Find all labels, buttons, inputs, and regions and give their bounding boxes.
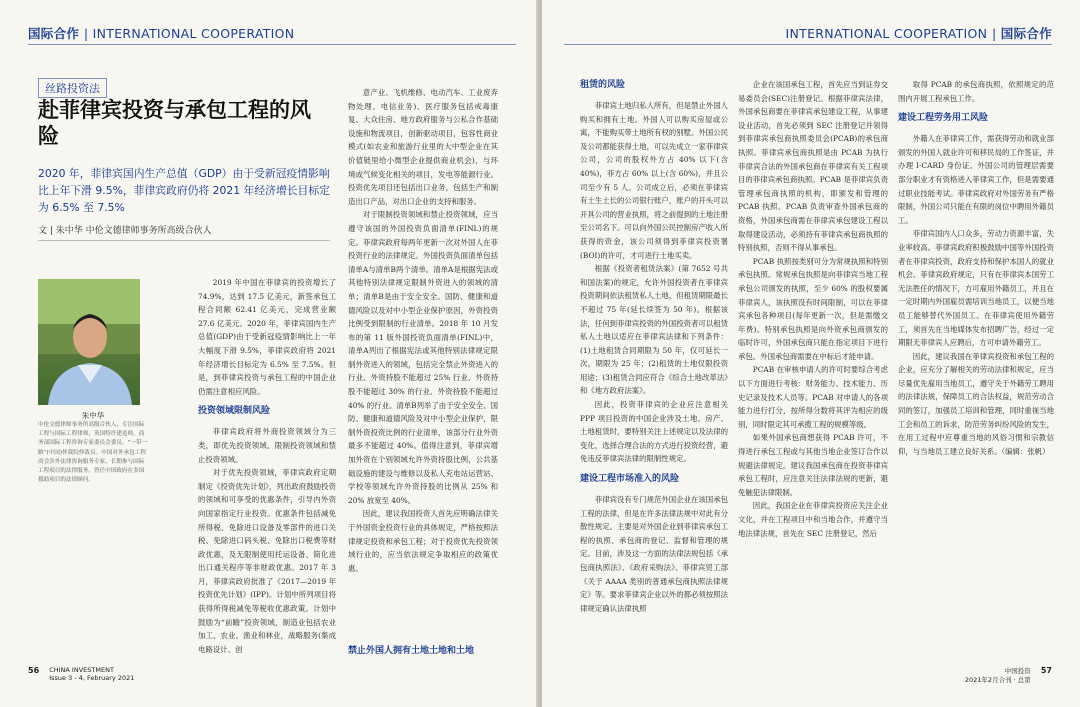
left-column-1 <box>198 276 336 656</box>
paragraph: 因此，我国企业在菲律宾投资应关注企业文化，并在工程项目中和当地合作，并遵守当地法律法规，首先在 SEC 注册登记，然后 <box>738 501 888 538</box>
left-header-rule <box>28 44 516 45</box>
subheading-land-ownership: 禁止外国人拥有土地土地和土地 <box>348 646 475 656</box>
subheading-investment-limits: 投资领域限制风险 <box>198 406 271 417</box>
paragraph: 菲律宾政府将外商投资领域分为三类，即优先投资领域、限制投资领域和禁止投资领域。 <box>198 427 336 464</box>
author-photo <box>38 279 140 405</box>
paragraph: 因此，建议我国在菲律宾投资和承包工程的企业，应充分了解相关的劳动法律和规定，应当尽量优先雇用当地员工，遵守关于外籍劳工聘用的法律法规，保障员工的合法权益，规范劳动合同的签订，加强员工培训和管理，同时重视当地工会和员工的诉求，防范劳务纠纷风险的发生，在用工过程中应尊重当地的风俗习惯和宗教信仰，与当地员工建立良好关系。（编辑：张帆） <box>898 351 1054 456</box>
left-header-en: INTERNATIONAL COOPERATION <box>92 26 295 41</box>
byline: 文 | 朱中华 中伦文德律师事务所高级合伙人 <box>38 226 212 236</box>
right-column-1 <box>580 78 728 658</box>
right-header-rule <box>564 44 1052 45</box>
article-lead: 2020 年，菲律宾国内生产总值（GDP）由于受新冠疫情影响比上年下滑 9.5%，菲律宾政府仍将 2021 年经济增长目标定为 6.5% 至 7.5% <box>38 167 330 214</box>
left-header: 国际合作 | INTERNATIONAL COOPERATION <box>28 26 295 41</box>
right-column-2 <box>738 78 888 658</box>
paragraph: 2019 年中国在菲律宾的投资增长了 74.9%，达到 17.5 亿美元，新签承包工程合同额 62.41 亿美元，完成营业额 27.6 亿美元。2020 年，菲律宾国内生产总值(GDP)由于受新冠疫情影响比上一年大幅度下滑 9.5%，菲律宾政府将 2021 年经济增长目标定为 6.5% 至 7.5%。但是，到菲律宾投资与承包工程的中国企业仍需注意相应风险。 <box>198 278 336 396</box>
column-tag: 丝路投资法 <box>38 78 107 98</box>
right-header-en: INTERNATIONAL COOPERATION <box>785 26 988 41</box>
right-issue: 2021年2月合刊 · 总第 <box>964 676 1031 684</box>
paragraph: 对于优先投资领域，菲律宾政府定期制定《投资优先计划》，列出政府鼓励投资的领域和可享受的优惠条件，引导内外资向国家指定行业投资。优惠条件包括减免所得税、免除进口设备及零部件的进口关税、免除进口码头税、免除出口税费等财政优惠，及无限制使用托运设备、简化进出口通关程序等非财政优惠。2017 年 3 月，菲律宾政府批准了《2017—2019 年投资优先计划》(IPP)。计划中所列项目将获得所得税减免等税收优惠政策。计划中鼓励为“前瞻”投资领域，制造业包括农业加工、农业、渔业和林业，战略服务(集成电路设计、创 <box>198 468 336 654</box>
paragraph: 意产业、飞机维修、电动汽车、工业废弃物处理、电信业务)、医疗服务包括戒毒康复、大众住房、地方政府服务与公私合作基础设施和物流项目，创新驱动项目，包容性商业模式(如农业和旅游行业里的大中型企业在其价值链里给小微型企业提供商业机会)，与环境或气候变化相关的项目，发电等能源行业。投资优先项目还包括出口业务，包括生产和制造出口产品，对出口企业的支持和服务。 <box>348 88 498 206</box>
subheading-market-access: 建设工程市场准入的风险 <box>580 474 680 485</box>
paragraph: 菲律宾国内人口众多，劳动力资源丰富，失业率较高。菲律宾政府积极鼓励中国等外国投资者在菲律宾投资，政府支持和保护本国人的就业机会。菲律宾政府规定，只有在菲律宾本国劳工无法胜任的情况下，方可雇用外籍员工，并且在一定时期内外国雇员需培训当地员工，以便当地员工能够替代外国员工。在菲律宾使用外籍劳工，须首先在当地媒体发布招聘广告，经过一定期限无菲律宾人应聘后，方可申请外籍劳工。 <box>898 229 1054 348</box>
paragraph: 菲律宾没有专门规范外国企业在该国承包工程的法律，但是在许多法律法规中对此有分散性规定。主要是对外国企业到菲律宾承包工程的执照、承包商的登记、监督和管理的规定。目前，涉及这一方面的法律法规包括《承包商执照法》、《政府采购法》、菲律宾贸工部《关于 AAAA 类别的普通承包商执照法律规定》等。要求菲律宾企业以外的都必须按照法律规定确认法律执照 <box>580 495 728 613</box>
paragraph: 菲律宾土地归私人所有，但是禁止外国人购买和拥有土地。外国人可以购买房屋或公寓，不能购买带土地所有权的别墅。外国公民及公司都能获得土地，可以先成立一家菲律宾公司，公司的股权外方占 40% 以下(含 40%)，菲方占 60% 以上(含 60%)，并且公司至少有 5 人。公司成立后，必须在菲律宾有土生土长的公司银行账户，账户的开头可以开具公司的营业执照，将之前提到的土地注册至公司名下。可以向外国公民控制房产收入所获得的资金，该公司须得到菲律宾投资署(BOI)的许可，才可进行土地买卖。 <box>580 101 728 260</box>
paragraph: 因此，投资菲律宾的企业应注意相关 PPP 项目投资的中国企业涉及土地、房产、土地租赁时，要特别关注上述规定以及法律的变化，选择合理合法的方式进行投资经营，避免违反菲律宾法律的限制性规定。 <box>580 400 728 464</box>
paragraph: 如果外国承包商想获得 PCAB 许可，不得进行承包工程或与其他当地企业签订合作以规避法律规定。建议我国承包商在投资菲律宾承包工程时，应注意关注法律法规的更新，避免触犯法律限制。 <box>738 433 888 497</box>
article-title: 赴菲律宾投资与承包工程的风险 <box>38 97 311 148</box>
left-page <box>0 0 538 707</box>
paragraph: 因此，建议我国投资人首先应明确法律关于外国资金投资行业的具体规定，严格按照法律规定投资和承包工程；对于投资优先投资领域行业的，应当依法规定争取相应的政策优惠。 <box>348 509 498 573</box>
right-magazine-name: 中国投资 <box>1004 667 1031 675</box>
paragraph: 企业在该国承包工程，首先应当到证券交易委员会(SEC)注册登记。根据菲律宾法律，外国承包商要在菲律宾承包建设工程，从事建设业活动，首先必须到 SEC 注册登记并领得到菲律宾承包商执照委员会(PCAB)的承包商执照。菲律宾承包商执照是由 PCAB 为执行菲律宾合法的外国承包商在菲律宾有关工程项目的菲律宾承包商执照。PCAB 是菲律宾负责管理承包商执照的机构，即颁发和管理的 PCAB 执照。PCAB 负责审查外国承包商的资格，外国承包商需在菲律宾承包建设工程以取得建设活动，必须持有菲律宾承包商执照的特别执照，否则不得从事承包。 <box>738 80 888 253</box>
left-magazine-name: CHINA INVESTMENT <box>49 666 114 674</box>
left-page-number: 56 <box>28 666 40 675</box>
subheading-labor: 建设工程劳务用工风险 <box>898 113 989 124</box>
byline-rule <box>38 240 330 241</box>
paragraph: 取得 PCAB 的承包商执照，依照规定的范围内开展工程承包工作。 <box>898 80 1054 103</box>
left-issue: Issue 3 - 4, February 2021 <box>49 674 135 682</box>
paragraph: 外籍人在菲律宾工作，需获得劳动和就业部颁发的外国人就业许可和移民局的工作签证，并办理 I-CARD 身份证。外国公司的管理层需要部分职业才有资格进入菲律宾工作，但是需要通过职业技能考试。菲律宾政府对外国劳务有严格限制，外国公司只能在有限的岗位中聘用外籍员工。 <box>898 134 1054 225</box>
paragraph: 根据《投资者租赁法案》(第 7652 号共和国法案)的规定，允许外国投资者在菲律宾投资期间依法租赁私人土地，但租赁期限最长不超过 75 年(延长续签为 50 年)。根据该法，任何到菲律宾投资的外国投资者可以租赁私人土地以适应在菲律宾法律和下列条件：(1)土地租赁合同期限为 50 年，仅可延长一次，期限为 25 年；(2)租赁的土地仅限投资用途；(3)租赁合同应符合《综合土地改革法》和《地方政府法案》。 <box>580 264 728 396</box>
left-header-cn: 国际合作 <box>28 26 80 41</box>
right-header-cn: 国际合作 <box>1000 26 1052 41</box>
right-footer <box>965 666 1052 684</box>
right-column-3 <box>898 78 1054 658</box>
right-page <box>542 0 1080 707</box>
left-footer <box>28 666 134 682</box>
subheading-land-lease: 租赁的风险 <box>580 80 626 90</box>
right-header: INTERNATIONAL COOPERATION | 国际合作 <box>785 26 1052 41</box>
paragraph: 对于限制投资领域和禁止投资领域，应当遵守该国的外国投资负面清单(FINL)的规定。菲律宾政府每两年更新一次对外国人在菲投资行业的法律规定。外国投资负面清单包括清单A与清单B两个清单。清单A是根据宪法或其他特别法律规定限制外资进入的领域的清单；清单B是由于安全安全、国防、健康和道德风险以及对中小型企业保护原因，外资投资比例受到限制的行业清单。2018 年 10 月发布的第 11 版外国投资负面清单(FINL)中，清单A列出了根据宪法或其他特别法律规定限制外资进入的领域，包括完全禁止外资进入的行业、外资持股不能超过 25% 行业、外资持股不能超过 30% 的行业、外资持股不能超过 40% 的行业。清单B列举了由于安全安全、国防、健康和道德风险及对中小型企业保护，限制外资投资比例的行业清单，该部分行业外资最多不能超过 40%。值得注意到，菲律宾增加外资在个别领域允许外资持股比例，公共基础设施的建设与维修以及私人充电站运营站、学校等领域允许外资持股的比例从 25% 和 20% 放宽至 40%。 <box>348 210 498 505</box>
left-column-2 <box>348 86 498 646</box>
paragraph: PCAB 执照按类别可分为常规执照和特别承包执照。常规承包执照是向菲律宾当地工程承包公司颁发的执照，至少 60% 的股权要属菲律宾人，该执照没有时间限制，可以在菲律宾承包各种项目(每年更新一次，但是需缴交年费)。特别承包执照是向外资承包商颁发的临时许可，外国承包商只能在指定项目下进行承包。外国承包商需要在中标后才能申请。 <box>738 256 888 361</box>
right-page-number: 57 <box>1040 666 1052 675</box>
author-name: 朱中华 <box>81 411 105 420</box>
author-portrait-graphic <box>38 279 140 405</box>
author-bio: 中伦文德律师事务所高级合伙人，专注国际工程与国际工程律师、英国特许建造师，商务部国际工程咨询专家委员会委员。“一带一路”(中国)仲裁院仲裁员。中国对外承包工程商会涉外法律咨询服务专家，长期参与国际工程项目的法律服务，曾任中国政府在多国援助项目的法律顾问。 <box>38 422 148 484</box>
paragraph: PCAB 在审核申请人的许可时要综合考虑以下方面进行考核：财务能力、技术能力、历史记录及技术人员等。PCAB 对申请人的各项能力进行打分，按所得分数将其评为相应的级别，同时限定其可承揽工程的规模等级。 <box>738 365 888 429</box>
